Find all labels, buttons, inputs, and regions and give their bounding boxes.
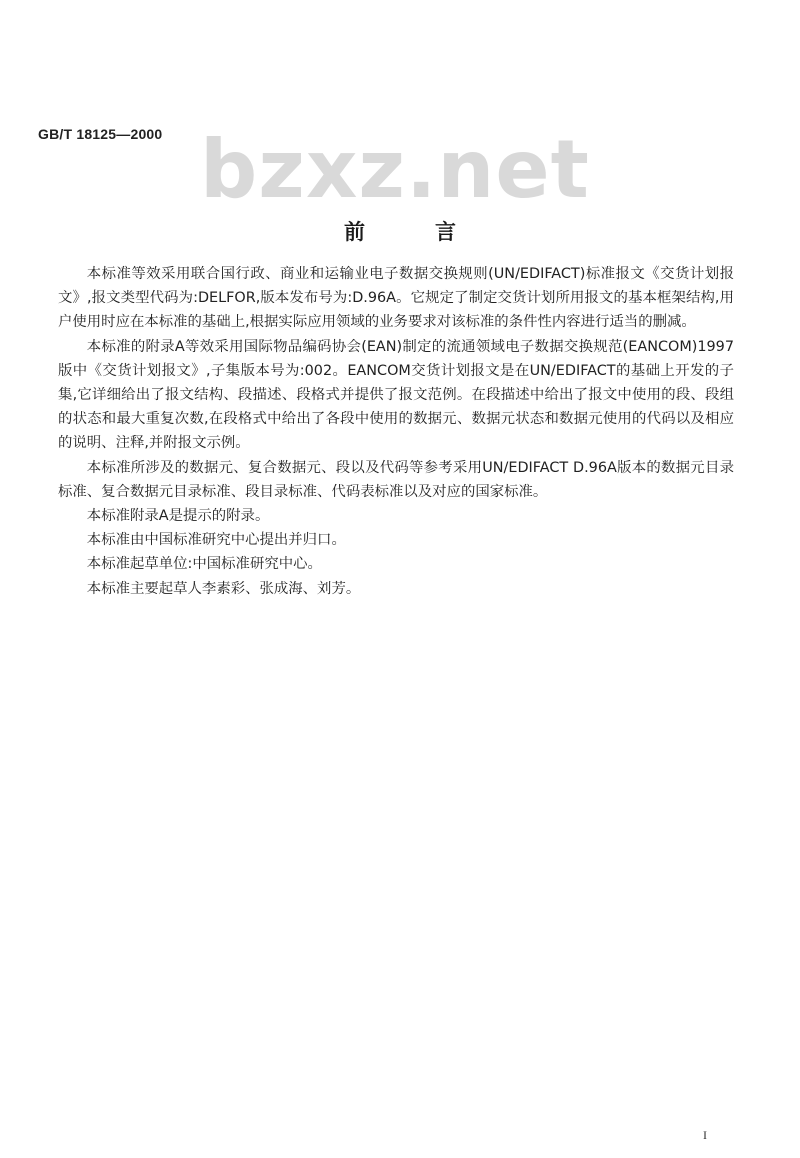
paragraph: 本标准起草单位:中国标准研究中心。 <box>86 556 322 573</box>
watermark: bzxz.net <box>200 123 590 216</box>
paragraph: 本标准由中国标准研究中心提出并归口。 <box>86 532 346 549</box>
page-title: 前言 <box>344 220 526 244</box>
page-number: I <box>703 1128 707 1142</box>
foreword-body <box>58 262 734 601</box>
paragraph: 本标准所涉及的数据元、复合数据元、段以及代码等参考采用UN/EDIFACT D.96A版本的数据元目录标准、复合数据元目录标准、段目录标准、代码表标准以及对应的国家标准。 <box>58 459 734 500</box>
paragraph: 本标准的附录A等效采用国际物品编码协会(EAN)制定的流通领域电子数据交换规范(EANCOM)1997版中《交货计划报文》,子集版本号为:002。EANCOM交货计划报文是在UN/EDIFACT的基础上开发的子集,它详细给出了报文结构、段描述、段格式并提供了报文范例。在段描述中给出了报文中使用的段、段组的状态和最大重复次数,在段格式中给出了各段中使用的数据元、数据元状态和数据元使用的代码以及相应的说明、注释,并附报文示例。 <box>58 338 734 452</box>
paragraph: 本标准等效采用联合国行政、商业和运输业电子数据交换规则(UN/EDIFACT)标准报文《交货计划报文》,报文类型代码为:DELFOR,版本发布号为:D.96A。它规定了制定交货计划所用报文的基本框架结构,用户使用时应在本标准的基础上,根据实际应用领域的业务要求对该标准的条件性内容进行适当的删减。 <box>58 266 734 331</box>
paragraph: 本标准附录A是提示的附录。 <box>86 508 270 525</box>
paragraph: 本标准主要起草人李素彩、张成海、刘芳。 <box>86 580 361 597</box>
standard-number: GB/T 18125—2000 <box>38 126 163 142</box>
